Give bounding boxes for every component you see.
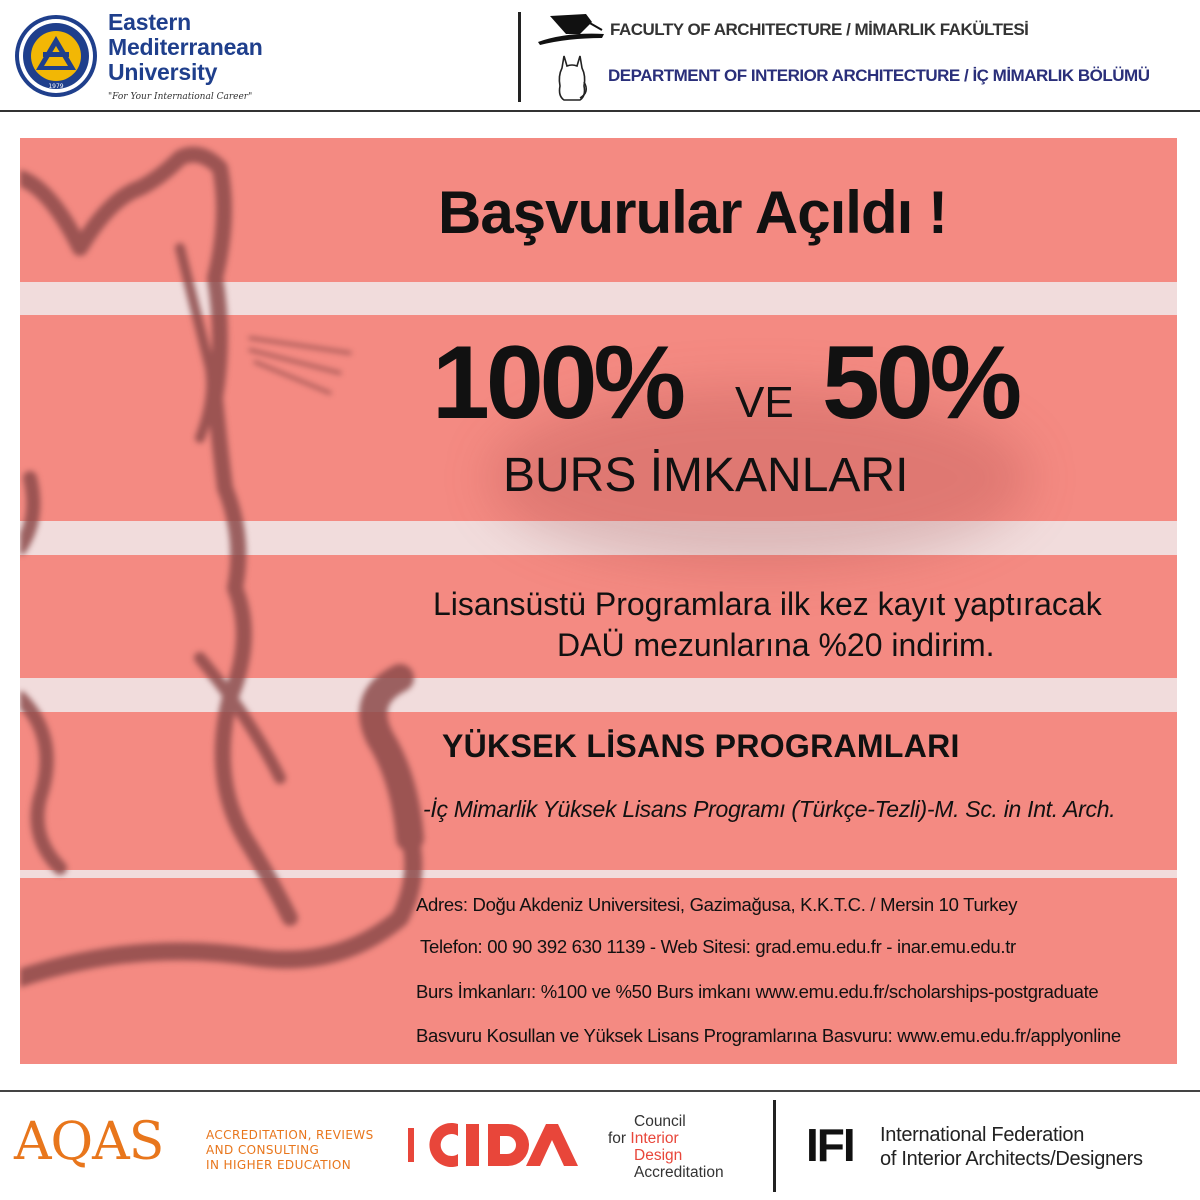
architect-hat-icon	[536, 12, 606, 46]
scholarship-connector: VE	[735, 378, 794, 427]
cida-tagline-line3: Design	[634, 1147, 683, 1164]
cida-tagline-line2	[608, 1130, 679, 1147]
scholarship-100-percent: 100%	[432, 325, 682, 441]
discount-text-line1: Lisansüstü Programlara ilk kez kayıt yaptıracak	[433, 586, 1102, 622]
discount-text-line2: DAÜ mezunlarına %20 indirim.	[557, 627, 995, 663]
cida-tagline-interior: Interior	[630, 1130, 679, 1147]
university-tagline: "For Your International Career"	[108, 92, 253, 102]
aqas-tagline-line2: AND CONSULTING	[206, 1143, 320, 1157]
footer-rule	[0, 1090, 1200, 1092]
contact-apply: Basvuru Kosullan ve Yüksek Lisans Programlarına Basvuru: www.emu.edu.fr/applyonline	[416, 1025, 1121, 1046]
university-name-line1: Eastern	[108, 9, 191, 35]
programs-heading: YÜKSEK LİSANS PROGRAMLARI	[442, 728, 960, 764]
cat-logo-icon	[554, 52, 590, 104]
department-title: DEPARTMENT OF INTERIOR ARCHITECTURE / İÇ MİMARLIK BÖLÜMÜ	[608, 66, 1150, 85]
cida-tagline-for: for	[608, 1130, 627, 1147]
scholarship-label: BURS İMKANLARI	[503, 449, 909, 502]
footer-divider	[773, 1100, 776, 1192]
ifi-tagline-line1: International Federation	[880, 1124, 1085, 1146]
aqas-tagline-line3: IN HIGHER EDUCATION	[206, 1158, 352, 1172]
headline: Başvurular Açıldı !	[438, 179, 947, 246]
aqas-tagline-line1: ACCREDITATION, REVIEWS	[206, 1128, 374, 1142]
ifi-logo: IFI	[806, 1119, 854, 1171]
university-name-line2: Mediterranean	[108, 34, 263, 60]
contact-scholarships: Burs İmkanları: %100 ve %50 Burs imkanı www.emu.edu.fr/scholarships-postgraduate	[416, 981, 1099, 1002]
cida-logo-icon	[408, 1110, 594, 1176]
scholarship-50-percent: 50%	[822, 325, 1019, 441]
university-name-line3: University	[108, 59, 218, 85]
program-item: -İç Mimarlik Yüksek Lisans Programı (Türkçe-Tezli)-M. Sc. in Int. Arch.	[423, 796, 1116, 822]
faculty-title: FACULTY OF ARCHITECTURE / MİMARLIK FAKÜLTESİ	[610, 20, 1029, 39]
aqas-logo: AQAS	[14, 1112, 164, 1172]
emu-seal-icon	[14, 14, 98, 98]
seal-year: 1979	[48, 83, 64, 90]
cida-tagline-line1: Council	[634, 1113, 686, 1130]
contact-address: Adres: Doğu Akdeniz Universitesi, Gazimağusa, K.K.T.C. / Mersin 10 Turkey	[416, 894, 1018, 915]
cida-tagline-line4: Accreditation	[634, 1164, 724, 1181]
header-divider	[518, 12, 521, 102]
contact-phone-web: Telefon: 00 90 392 630 1139 - Web Sitesi: grad.emu.edu.fr - inar.emu.edu.tr	[420, 936, 1016, 957]
ifi-tagline-line2: of Interior Architects/Designers	[880, 1148, 1143, 1170]
announcement-poster	[20, 138, 1177, 1064]
cida-logo-text: CIDA	[408, 1110, 411, 1111]
header-rule	[0, 110, 1200, 112]
